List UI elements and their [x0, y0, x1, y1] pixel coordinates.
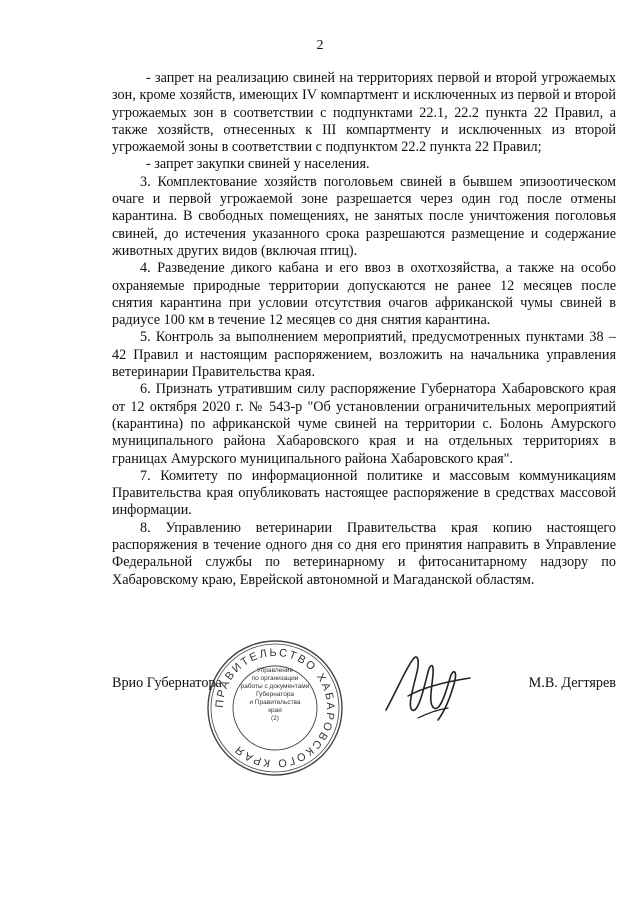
- seal-inner-line: края: [268, 707, 282, 714]
- paragraph-item-4: 4. Разведение дикого кабана и его ввоз в охотхозяйства, а также на особо охраняемые природные территории допускаются не ранее 12 месяцев после снятия карантина при условии отсутствия очагов африканской чумы свиней в радиусе 100 км в течение 12 месяцев со дня снятия карантина.: [112, 260, 616, 329]
- paragraph-ban-purchase: - запрет закупки свиней у населения.: [146, 156, 370, 173]
- seal-inner-line: Управление: [256, 667, 294, 674]
- signatory-name: М.В. Дегтярев: [528, 675, 616, 691]
- seal-inner-line: (2): [271, 715, 279, 722]
- signature-block: [112, 675, 616, 705]
- seal-inner-line: по организации: [251, 675, 299, 682]
- signatory-title: Врио Губернатора: [112, 675, 222, 691]
- seal-inner-line: работы с документами: [240, 683, 310, 690]
- seal-inner-line: Губернатора: [255, 691, 295, 698]
- seal-inner-line: и Правительства: [249, 699, 301, 706]
- paragraph-ban-sale: - запрет на реализацию свиней на территориях первой и второй угрожаемых зон, кроме хозяйств, имеющих IV компартмент и исключенных из первой и второй угрожаемых зон в соответствии с подпунктами 22.1, 22.2 пункта 22 Правил, а также хозяйств, отнесенных к III компартменту и исключенных из второй угрожаемой зоны в соответствии с подпунктом 22.2 пункта 22 Правил;: [112, 70, 616, 156]
- seal-ring-text: ПРАВИТЕЛЬСТВО ХАБАРОВСКОГО КРАЯ: [213, 646, 337, 770]
- paragraph-item-6: 6. Признать утратившим силу распоряжение Губернатора Хабаровского края от 12 октября 2020 г. № 543-р "Об установлении ограничительных мероприятий (карантина) по африканской чуме свиней на территории с. Болонь Амурского муниципального района Хабаровского края и на отдельных территориях в границах Амурского муниципального района Хабаровского края".: [112, 381, 616, 467]
- page-number: 2: [316, 38, 324, 53]
- paragraph-item-7: 7. Комитету по информационной политике и массовым коммуникациям Правительства края опубликовать настоящее распоряжение в средствах массовой информации.: [112, 467, 616, 519]
- paragraph-item-3: 3. Комплектование хозяйств поголовьем свиней в бывшем эпизоотическом очаге и первой угрожаемой зоне разрешается через один год после отмены карантина. В свободных помещениях, не занятых после уничтожения поголовья свиней, до истечения указанного срока разрешаются размещение и содержание животных других видов (включая птиц).: [112, 173, 616, 259]
- paragraph-item-8: 8. Управлению ветеринарии Правительства края копию настоящего распоряжения в течение одного дня со дня его принятия направить в Управление Федеральной службы по ветеринарному и фитосанитарному надзору по Хабаровскому краю, Еврейской автономной и Магаданской областям.: [112, 519, 616, 588]
- document-body: [112, 70, 616, 589]
- paragraph-item-5: 5. Контроль за выполнением мероприятий, предусмотренных пунктами 38 – 42 Правил и настоящим распоряжением, возложить на начальника управления ветеринарии Правительства края.: [112, 329, 616, 381]
